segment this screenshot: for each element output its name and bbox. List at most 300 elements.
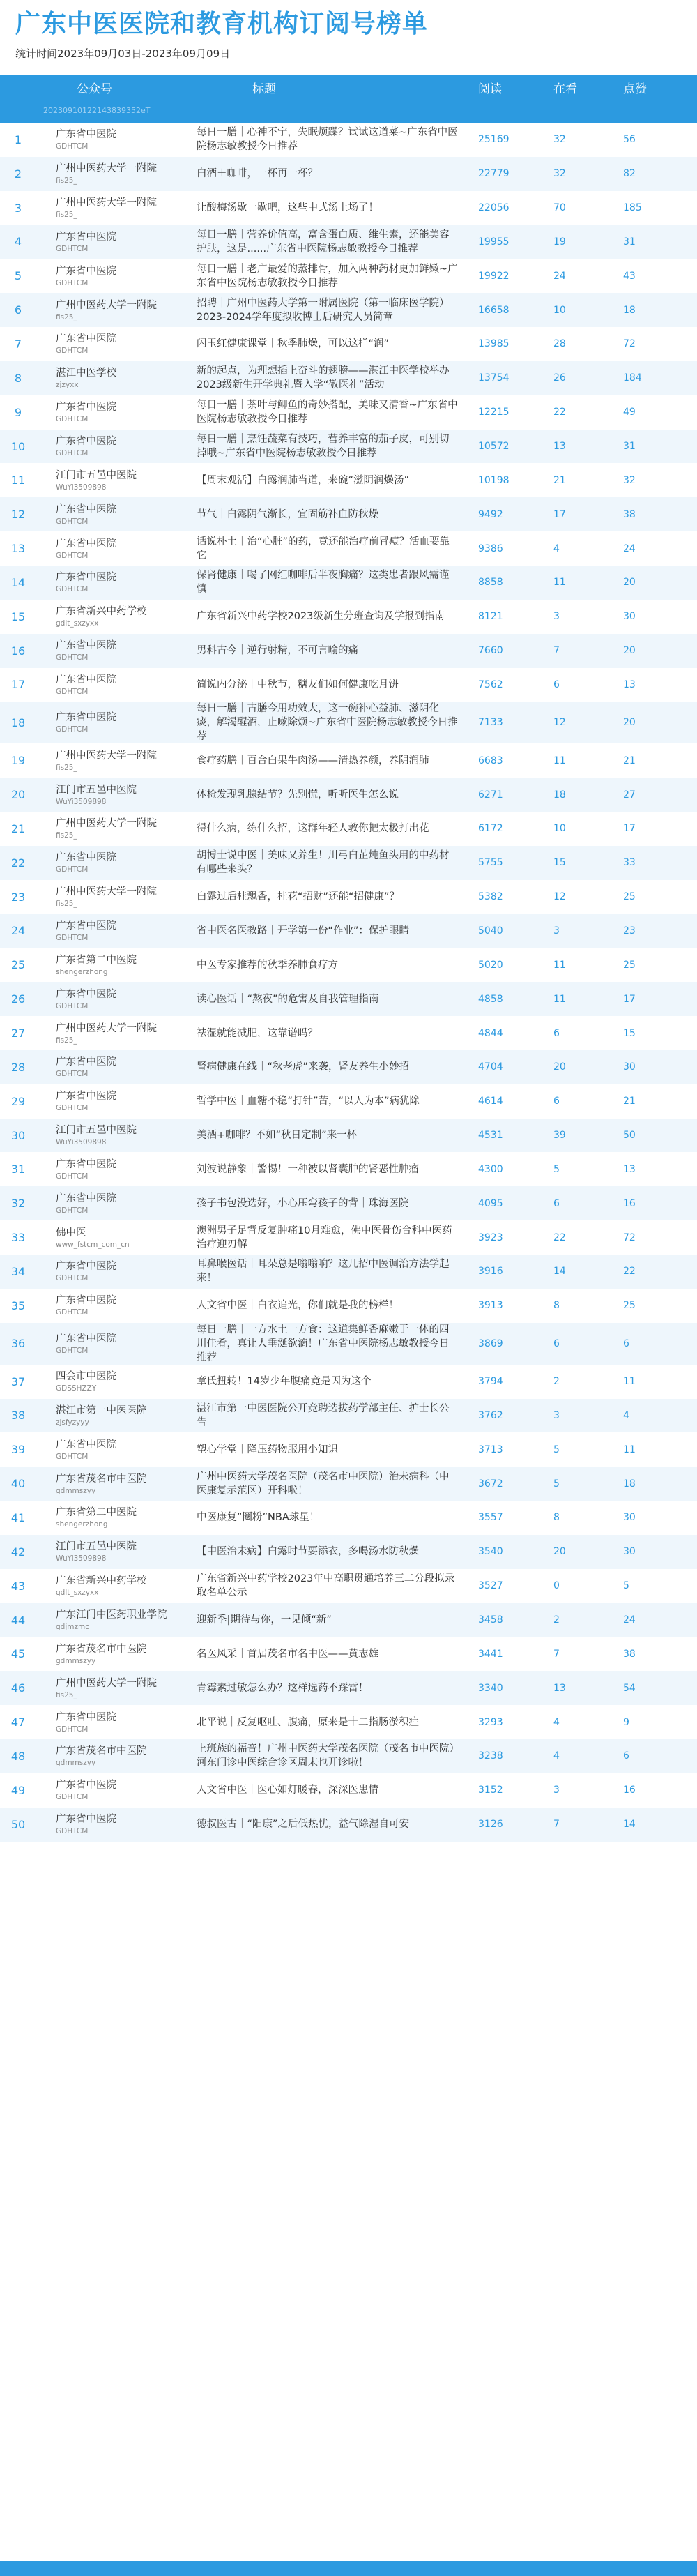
article-title[interactable]: 每日一膳｜一方水土一方食：这道集鲜香麻嫩于一体的四川佳肴，真让人垂涎欲滴！广东省中医院杨志敏教授今日推荐 — [197, 1324, 450, 1363]
reads-cell: 6683 — [478, 755, 503, 766]
likes-cell: 20 — [623, 717, 636, 729]
account-name[interactable]: 广州中医药大学一附院 — [56, 299, 157, 311]
reads-cell: 25169 — [478, 134, 510, 146]
reads-header: 阅读 — [478, 82, 502, 96]
rank-cell: 35 — [10, 1298, 26, 1312]
table-row — [0, 982, 697, 1016]
account-name[interactable]: 广东省茂名市中医院 — [56, 1473, 147, 1485]
article-title[interactable]: 新的起点，为理想插上奋斗的翅膀——湛江中医学校举办2023级新生开学典礼暨入学“敬医礼”活动 — [197, 365, 450, 391]
account-name[interactable]: 广东省中医院 — [56, 436, 116, 448]
account-cell — [36, 1186, 187, 1220]
rank-cell: 15 — [10, 609, 26, 623]
reads-cell: 7133 — [478, 717, 503, 729]
account-cell — [36, 259, 187, 293]
article-title[interactable]: 青霉素过敏怎么办？这样选药不踩雷！ — [197, 1682, 369, 1694]
table-row — [0, 395, 697, 430]
rank-cell: 10 — [10, 439, 26, 453]
views-cell: 2 — [553, 1376, 560, 1388]
account-name[interactable]: 广东省第二中医院 — [56, 1507, 137, 1519]
account-name[interactable]: 广东省中医院 — [56, 1711, 116, 1723]
account-name[interactable]: 广东省中医院 — [56, 231, 116, 243]
rank-cell: 20 — [10, 788, 26, 802]
reads-cell: 3540 — [478, 1546, 503, 1558]
account-name[interactable]: 广东省中医院 — [56, 1780, 116, 1791]
article-title[interactable]: 每日一膳｜营养价值高，富含蛋白质、维生素，还能美容护肤，这是......广东省中医院杨志敏教授今日推荐 — [197, 229, 450, 255]
account-id: GDHTCM — [56, 1172, 89, 1181]
account-cell — [36, 531, 187, 566]
views-cell: 26 — [553, 372, 566, 384]
table-row — [0, 914, 697, 948]
account-id: GDHTCM — [56, 1001, 89, 1010]
reads-cell: 3923 — [478, 1232, 503, 1243]
views-cell: 10 — [553, 823, 566, 835]
account-id: gdjmzmc — [56, 1623, 89, 1632]
article-title[interactable]: 湛江市第一中医医院公开竞聘选拔药学部主任、护士长公告 — [197, 1402, 450, 1428]
account-name[interactable]: 广东省中医院 — [56, 402, 116, 414]
account-name[interactable]: 广东省第二中医院 — [56, 954, 137, 966]
views-cell: 17 — [553, 508, 566, 520]
views-cell: 12 — [553, 717, 566, 729]
likes-cell: 30 — [623, 1546, 636, 1558]
likes-cell: 16 — [623, 1785, 636, 1796]
article-title[interactable]: 章氏扭转！14岁少年腹痛竟是因为这个 — [197, 1376, 372, 1388]
rank-cell: 37 — [10, 1374, 26, 1388]
account-cell — [36, 1323, 187, 1365]
rank-cell: 39 — [10, 1443, 26, 1457]
article-title[interactable]: 刘波说静象｜警惕！一种被以肾囊肿的肾恶性肿瘤 — [197, 1163, 419, 1175]
account-cell — [36, 778, 187, 812]
likes-cell: 49 — [623, 407, 636, 418]
account-name[interactable]: 江门市五邑中医院 — [56, 1125, 137, 1137]
article-title[interactable]: 每日一膳｜古膳今用功效大，这一碗补心益肺、滋阴化痰，解渴醒酒，止嗽除烦~广东省中医院杨志敏教授今日推荐 — [197, 703, 458, 743]
views-cell: 4 — [553, 1716, 560, 1728]
article-title[interactable]: 男科古今｜逆行射精，不可言喻的痛 — [197, 645, 358, 657]
account-id: WuYi3509898 — [56, 797, 107, 806]
likes-cell: 24 — [623, 543, 636, 554]
account-name[interactable]: 广东省中医院 — [56, 538, 116, 550]
views-cell: 3 — [553, 1785, 560, 1796]
views-cell: 6 — [553, 1096, 560, 1107]
account-id: fis25_ — [56, 763, 77, 772]
likes-cell: 24 — [623, 1614, 636, 1626]
account-cell — [36, 1255, 187, 1289]
views-cell: 19 — [553, 236, 566, 248]
account-cell — [36, 1084, 187, 1119]
likes-cell: 27 — [623, 789, 636, 801]
account-name[interactable]: 四会市中医院 — [56, 1371, 116, 1383]
account-cell — [36, 600, 187, 634]
rank-cell: 23 — [10, 890, 26, 904]
reads-cell: 9386 — [478, 543, 503, 554]
reads-cell: 3672 — [478, 1478, 503, 1490]
account-cell — [36, 225, 187, 259]
account-cell — [36, 497, 187, 531]
account-name[interactable]: 广东省中医院 — [56, 852, 116, 864]
rank-cell: 14 — [10, 575, 26, 589]
account-cell — [36, 1119, 187, 1153]
article-title[interactable]: 广东省新兴中药学校2023级新生分班查询及学报到指南 — [197, 611, 445, 623]
article-title[interactable]: 耳鼻喉医话｜耳朵总是嗡嗡响？这几招中医调治方法学起来！ — [197, 1259, 450, 1285]
account-name[interactable]: 广东省中医院 — [56, 1192, 116, 1204]
article-title[interactable]: 食疗药膳｜百合白果牛肉汤——清热养颜，养阴润肺 — [197, 755, 429, 766]
reads-cell: 19922 — [478, 270, 510, 282]
account-name[interactable]: 广州中医药大学一附院 — [56, 163, 157, 175]
table-row — [0, 1255, 697, 1289]
article-title[interactable]: 节气｜白露阴气渐长，宜固筋补血防秋燥 — [197, 508, 378, 520]
account-name[interactable]: 广东省中医院 — [56, 333, 116, 345]
table-row — [0, 259, 697, 293]
account-name[interactable]: 广东省中医院 — [56, 1295, 116, 1307]
account-id: fis25_ — [56, 1690, 77, 1699]
account-cell — [36, 982, 187, 1016]
account-cell — [36, 361, 187, 395]
account-cell — [36, 1671, 187, 1705]
article-title[interactable]: 孩子书包没选好，小心压弯孩子的背｜珠海医院 — [197, 1197, 409, 1209]
views-cell: 5 — [553, 1163, 560, 1175]
article-title[interactable]: 读心医话｜“熬夜”的危害及自我管理指南 — [197, 993, 379, 1005]
table-row — [0, 123, 697, 157]
rank-cell: 31 — [10, 1162, 26, 1176]
likes-cell: 18 — [623, 304, 636, 316]
reads-cell: 3794 — [478, 1376, 503, 1388]
article-title[interactable]: 闪玉红健康课堂｜秋季肺燥，可以这样“润” — [197, 338, 390, 350]
article-title[interactable]: 人文省中医｜白衣追光，你们就是我的榜样！ — [197, 1300, 399, 1312]
account-name[interactable]: 广东省中医院 — [56, 1091, 116, 1103]
account-id: GDHTCM — [56, 725, 89, 734]
views-cell: 6 — [553, 679, 560, 690]
account-name[interactable]: 广东省中医院 — [56, 129, 116, 141]
likes-cell: 50 — [623, 1130, 636, 1142]
account-name[interactable]: 广东省中医院 — [56, 674, 116, 685]
article-title[interactable]: 北平说｜反复呕吐、腹痛，原来是十二指肠淤积症 — [197, 1716, 419, 1728]
account-cell — [36, 914, 187, 948]
article-title[interactable]: 祛湿就能减肥，这靠谱吗？ — [197, 1027, 318, 1039]
views-cell: 0 — [553, 1580, 560, 1592]
account-name[interactable]: 广东省中医院 — [56, 1056, 116, 1068]
views-cell: 8 — [553, 1300, 560, 1312]
account-name[interactable]: 佛中医 — [56, 1227, 86, 1238]
article-title[interactable]: 【中医治未病】白露时节要添衣，多喝汤水防秋燥 — [197, 1546, 419, 1558]
article-title[interactable]: 体检发现乳腺结节？先别慌，听听医生怎么说 — [197, 789, 399, 801]
views-cell: 11 — [553, 959, 566, 971]
table-row — [0, 812, 697, 846]
account-name[interactable]: 广东省茂名市中医院 — [56, 1643, 147, 1655]
reads-cell: 3238 — [478, 1750, 503, 1762]
views-header: 在看 — [553, 82, 577, 96]
account-name[interactable]: 广东省中医院 — [56, 712, 116, 724]
article-title[interactable]: 中医康复“圈粉”NBA球星！ — [197, 1512, 320, 1524]
likes-cell: 11 — [623, 1376, 636, 1388]
account-name[interactable]: 广东省中医院 — [56, 988, 116, 1000]
account-id: GDHTCM — [56, 1452, 89, 1461]
table-row — [0, 191, 697, 225]
table-row — [0, 1186, 697, 1220]
table-row — [0, 497, 697, 531]
account-name[interactable]: 江门市五邑中医院 — [56, 469, 137, 481]
reads-cell: 9492 — [478, 508, 503, 520]
article-title[interactable]: 人文省中医｜医心如灯暖春，深深医患情 — [197, 1785, 378, 1796]
account-id: GDHTCM — [56, 449, 89, 458]
reads-cell: 5382 — [478, 891, 503, 903]
account-id: WuYi3509898 — [56, 1554, 107, 1563]
account-name[interactable]: 江门市五邑中医院 — [56, 784, 137, 796]
likes-cell: 16 — [623, 1197, 636, 1209]
likes-cell: 21 — [623, 1096, 636, 1107]
reads-cell: 4614 — [478, 1096, 503, 1107]
table-row — [0, 1399, 697, 1433]
views-cell: 18 — [553, 789, 566, 801]
rank-cell: 28 — [10, 1060, 26, 1074]
rank-cell: 29 — [10, 1094, 26, 1108]
rank-cell: 38 — [10, 1409, 26, 1423]
account-name[interactable]: 江门市五邑中医院 — [56, 1541, 137, 1553]
account-name[interactable]: 广东省中医院 — [56, 1158, 116, 1170]
account-id: GDSSHZZY — [56, 1384, 97, 1393]
rank-cell: 45 — [10, 1647, 26, 1661]
account-name[interactable]: 广州中医药大学一附院 — [56, 1677, 157, 1689]
account-cell — [36, 293, 187, 327]
views-cell: 6 — [553, 1197, 560, 1209]
account-id: GDHTCM — [56, 551, 89, 560]
likes-cell: 72 — [623, 338, 636, 350]
account-id: GDHTCM — [56, 865, 89, 874]
account-id: GDHTCM — [56, 1346, 89, 1355]
table-row — [0, 293, 697, 327]
table-row — [0, 702, 697, 743]
account-name[interactable]: 广东省中医院 — [56, 640, 116, 652]
article-title[interactable]: 每日一膳｜茶叶与鲫鱼的奇妙搭配，美味又清香~广东省中医院杨志敏教授今日推荐 — [197, 400, 458, 425]
reads-cell: 3913 — [478, 1300, 503, 1312]
likes-cell: 6 — [623, 1338, 629, 1349]
rank-cell: 49 — [10, 1783, 26, 1797]
article-title[interactable]: 中医专家推荐的秋季养肺食疗方 — [197, 959, 338, 971]
ranking-table — [0, 75, 697, 1842]
account-id: GDHTCM — [56, 278, 89, 287]
account-cell — [36, 812, 187, 846]
table-row — [0, 1220, 697, 1255]
article-title[interactable]: 胡博士说中医｜美味又养生！川弓白芷炖鱼头用的中药材有哪些来头？ — [197, 850, 450, 876]
article-title[interactable]: 名医风采｜首届茂名市名中医——黄志雄 — [197, 1648, 378, 1660]
account-name[interactable]: 广东省中医院 — [56, 1814, 116, 1826]
reads-cell: 3340 — [478, 1682, 503, 1694]
views-cell: 39 — [553, 1130, 566, 1142]
account-name[interactable]: 广东省茂名市中医院 — [56, 1745, 147, 1757]
article-title[interactable]: 保肾健康｜喝了网红咖啡后半夜胸痛？这类患者跟风需谨慎 — [197, 570, 450, 596]
likes-cell: 13 — [623, 1163, 636, 1175]
article-title[interactable]: 德叔医古｜“阳康”之后低热忧，益气除湿自可安 — [197, 1819, 410, 1831]
account-name[interactable]: 湛江市第一中医医院 — [56, 1404, 147, 1416]
article-title[interactable]: 哲学中医｜血糖不稳“打针”苦，“以人为本”病犹除 — [197, 1096, 420, 1107]
table-header — [0, 75, 697, 99]
account-name[interactable]: 广州中医药大学一附院 — [56, 750, 157, 762]
article-title[interactable]: 广东省新兴中药学校2023年中高职贯通培养三二分段拟录取名单公示 — [197, 1573, 455, 1599]
rank-cell: 43 — [10, 1579, 26, 1593]
account-name[interactable]: 广州中医药大学一附院 — [56, 886, 157, 898]
table-row — [0, 1119, 697, 1153]
account-name[interactable]: 广州中医药大学一附院 — [56, 818, 157, 830]
rank-cell: 47 — [10, 1715, 26, 1729]
account-id: gdlt_sxzyxx — [56, 619, 99, 628]
article-title[interactable]: 澳洲男子足背反复肿痛10月难愈，佛中医骨伤合科中医药治疗迎刃解 — [197, 1225, 452, 1250]
account-cell — [36, 1016, 187, 1050]
rank-cell: 44 — [10, 1613, 26, 1627]
account-id: zjzyxx — [56, 381, 79, 390]
account-cell — [36, 1152, 187, 1186]
views-cell: 13 — [553, 1682, 566, 1694]
rank-cell: 21 — [10, 821, 26, 835]
article-title[interactable]: 白酒＋咖啡，一杯再一杯？ — [197, 168, 318, 180]
article-title[interactable]: 迎新季|期待与你，一见倾“新” — [197, 1614, 332, 1626]
account-cell — [36, 1603, 187, 1637]
rank-cell: 33 — [10, 1231, 26, 1245]
likes-cell: 31 — [623, 441, 636, 453]
account-id: fis25_ — [56, 900, 77, 909]
account-cell — [36, 1399, 187, 1433]
account-name[interactable]: 广东省中医院 — [56, 1261, 116, 1273]
views-cell: 13 — [553, 441, 566, 453]
reads-cell: 3441 — [478, 1648, 503, 1660]
reads-cell: 7660 — [478, 645, 503, 657]
account-name[interactable]: 广州中医药大学一附院 — [56, 1022, 157, 1034]
account-name[interactable]: 广东省新兴中药学校 — [56, 1575, 147, 1587]
rank-cell: 27 — [10, 1026, 26, 1040]
account-name[interactable]: 湛江中医学校 — [56, 368, 116, 379]
account-name[interactable]: 广东省新兴中药学校 — [56, 606, 147, 618]
views-cell: 5 — [553, 1444, 560, 1455]
account-name[interactable]: 广东江门中医药职业学院 — [56, 1609, 167, 1621]
rank-cell: 9 — [14, 405, 22, 419]
reads-cell: 8121 — [478, 611, 503, 623]
table-row — [0, 157, 697, 191]
article-title[interactable]: 招聘｜广州中医药大学第一附属医院（第一临床医学院）2023-2024学年度拟收博士后研究人员简章 — [197, 297, 450, 323]
table-row — [0, 880, 697, 914]
account-name[interactable]: 广东省中医院 — [56, 503, 116, 515]
reads-cell: 3527 — [478, 1580, 503, 1592]
table-row — [0, 1084, 697, 1119]
account-cell — [36, 395, 187, 430]
rank-cell: 41 — [10, 1510, 26, 1524]
account-cell — [36, 1773, 187, 1808]
account-id: GDHTCM — [56, 1206, 89, 1215]
article-title[interactable]: 白露过后桂飘香，桂花“招财”还能“招健康”？ — [197, 891, 400, 903]
views-cell: 7 — [553, 1819, 560, 1831]
article-title[interactable]: 简说内分泌｜中秋节，糖友们如何健康吃月饼 — [197, 679, 399, 690]
account-id: WuYi3509898 — [56, 1138, 107, 1147]
table-row — [0, 1501, 697, 1535]
likes-cell: 38 — [623, 1648, 636, 1660]
views-cell: 6 — [553, 1338, 560, 1349]
table-row — [0, 1637, 697, 1671]
account-cell — [36, 1365, 187, 1399]
likes-cell: 25 — [623, 959, 636, 971]
likes-cell: 30 — [623, 1512, 636, 1524]
table-row — [0, 1535, 697, 1569]
account-cell — [36, 1289, 187, 1323]
account-cell — [36, 880, 187, 914]
likes-cell: 23 — [623, 925, 636, 937]
likes-cell: 5 — [623, 1580, 629, 1592]
table-row — [0, 1467, 697, 1501]
account-name[interactable]: 广东省中医院 — [56, 265, 116, 277]
account-cell — [36, 668, 187, 702]
article-title[interactable]: 每日一膳｜心神不宁，失眠烦躁？试试这道菜~广东省中医院杨志敏教授今日推荐 — [197, 127, 458, 153]
article-title[interactable]: 上班族的福音！广州中医药大学茂名医院（茂名市中医院）河东门诊中医综合诊区周末也开诊啦！ — [197, 1743, 454, 1769]
table-row — [0, 327, 697, 361]
likes-cell: 72 — [623, 1232, 636, 1243]
account-id: GDHTCM — [56, 1308, 89, 1317]
account-id: shengerzhong — [56, 1520, 108, 1529]
rank-cell: 48 — [10, 1749, 26, 1763]
views-cell: 3 — [553, 1409, 560, 1421]
reads-cell: 6172 — [478, 823, 503, 835]
report-id: 20230910122143839352eT — [0, 99, 697, 123]
rank-cell: 42 — [10, 1545, 26, 1559]
table-row — [0, 1569, 697, 1603]
account-name[interactable]: 广东省中医院 — [56, 572, 116, 584]
account-name[interactable]: 广州中医药大学一附院 — [56, 197, 157, 209]
views-cell: 20 — [553, 1546, 566, 1558]
rank-cell: 32 — [10, 1197, 26, 1211]
rank-cell: 40 — [10, 1477, 26, 1491]
account-cell — [36, 327, 187, 361]
table-row — [0, 778, 697, 812]
table-row — [0, 846, 697, 880]
footer-bar — [0, 2561, 697, 2576]
article-title[interactable]: 得什么病，练什么招，这群年轻人教你把太极打出花 — [197, 823, 429, 835]
article-title[interactable]: 每日一膳｜烹饪蔬菜有技巧，营养丰富的茄子皮，可别切掉哦~广东省中医院杨志敏教授今日推荐 — [197, 434, 450, 460]
reads-cell: 3458 — [478, 1614, 503, 1626]
article-title[interactable]: 省中医名医教路｜开学第一份“作业”：保护眼睛 — [197, 925, 410, 937]
article-title[interactable]: 话说朴土｜治“心脏”的药，竟还能治疗前冒痘？活血要靠它 — [197, 536, 450, 561]
article-title[interactable]: 美酒+咖啡？不如“秋日定制”来一杯 — [197, 1130, 358, 1142]
rank-cell: 18 — [10, 715, 26, 729]
article-title[interactable]: 让酸梅汤歇一歇吧，这些中式汤上场了！ — [197, 202, 378, 214]
reads-cell: 5040 — [478, 925, 503, 937]
table-row — [0, 430, 697, 464]
views-cell: 28 — [553, 338, 566, 350]
account-id: GDHTCM — [56, 244, 89, 253]
table-row — [0, 1432, 697, 1467]
views-cell: 14 — [553, 1266, 566, 1278]
account-cell — [36, 1705, 187, 1739]
likes-cell: 30 — [623, 1061, 636, 1073]
likes-cell: 18 — [623, 1478, 636, 1490]
article-title[interactable]: 塑心学堂｜降压药物服用小知识 — [197, 1444, 338, 1455]
views-cell: 2 — [553, 1614, 560, 1626]
account-name[interactable]: 广东省中医院 — [56, 1333, 116, 1344]
reads-cell: 10572 — [478, 441, 510, 453]
account-name[interactable]: 广东省中医院 — [56, 1439, 116, 1450]
reads-cell: 3713 — [478, 1444, 503, 1455]
account-id: fis25_ — [56, 312, 77, 321]
likes-cell: 38 — [623, 508, 636, 520]
views-cell: 32 — [553, 134, 566, 146]
table-row — [0, 1739, 697, 1773]
reads-cell: 13985 — [478, 338, 510, 350]
rank-cell: 16 — [10, 644, 26, 658]
article-title[interactable]: 【周末观活】白露润肺当道，来碗“滋阴润燥汤” — [197, 474, 410, 486]
article-title[interactable]: 每日一膳｜老广最爱的蒸排骨，加入两种药材更加鲜嫩~广东省中医院杨志敏教授今日推荐 — [197, 263, 458, 289]
likes-cell: 30 — [623, 611, 636, 623]
account-id: GDHTCM — [56, 142, 89, 151]
account-name[interactable]: 广东省中医院 — [56, 920, 116, 932]
article-title[interactable]: 肾病健康在线｜“秋老虎”来袭，肾友养生小妙招 — [197, 1061, 410, 1073]
table-row — [0, 1365, 697, 1399]
reads-cell: 3293 — [478, 1716, 503, 1728]
reads-cell: 12215 — [478, 407, 510, 418]
article-title[interactable]: 广州中医药大学茂名医院（茂名市中医院）治未病科（中医康复示范区）开科啦！ — [197, 1471, 450, 1497]
views-cell: 3 — [553, 611, 560, 623]
